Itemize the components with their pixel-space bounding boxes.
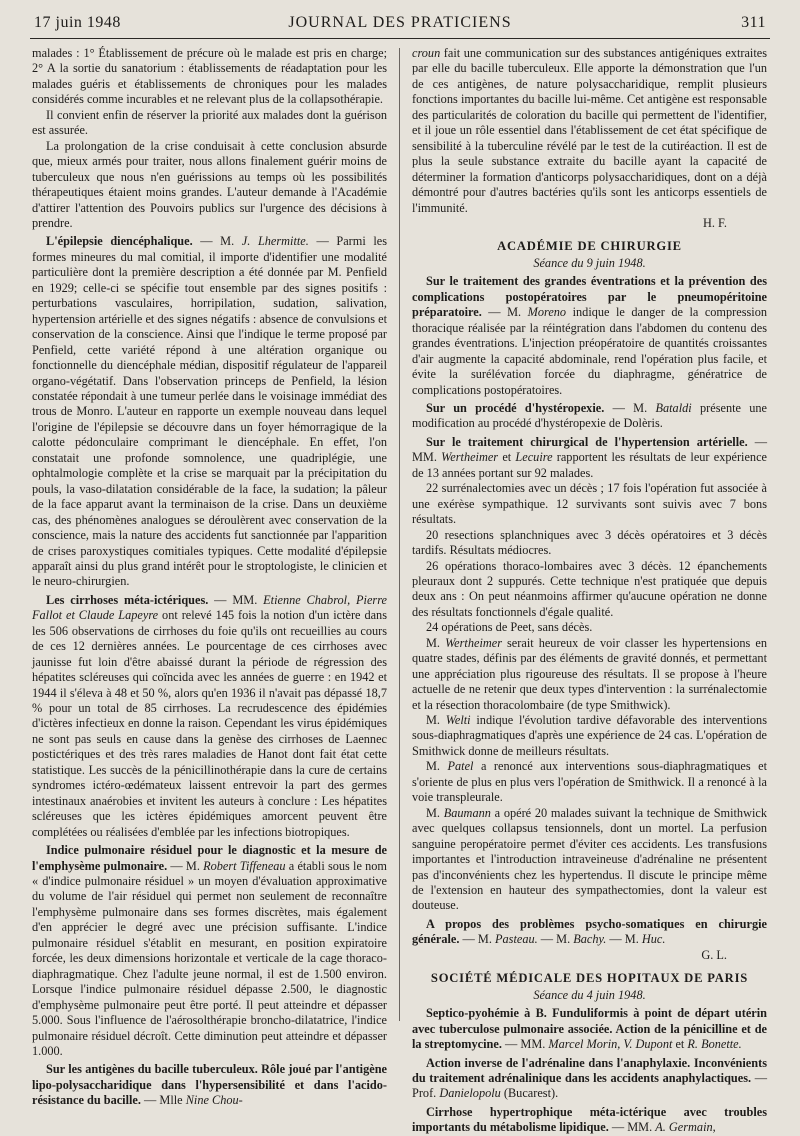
paragraph [412,759,767,805]
page-number: 311 [741,14,766,31]
article-author: Baumann [443,805,491,820]
author-prefix: — Prof. [412,1071,767,1101]
article-indice [32,843,387,1059]
article-body: serait heureux de voir classer les hypertensions en quatre stades, définis par des éléments de gravité donnés, et permettant une appréciation plus rigoureuse des résultats. Il se propose à l'heure actuelle de ne retenir que deux types d'intervention : la surrénalectomie et la résection thoracolombaire (de type Smithwick). [412,635,767,712]
signature: G. L. [701,947,727,962]
paragraph [412,636,767,713]
article-title: L'épilepsie diencéphalique. [46,234,193,249]
author-prefix: M. [426,759,448,774]
article-title: Les cirrhoses méta-ictériques. [46,592,209,607]
article-author: Danielopolu [439,1086,501,1101]
author-prefix: — M. [192,234,242,249]
author-prefix: — Mlle [140,1093,186,1108]
paragraph: Il convient enfin de réserver la priorité aux malades dont la guérison est assurée. [32,107,387,138]
article-author: Bataldi [655,400,692,415]
article-author: Lecuire [515,450,553,465]
session-date: Séance du 4 juin 1948. [533,987,646,1002]
conjunction: et [498,450,516,465]
article-cirrhoses [32,593,387,840]
signature: H. F. [703,215,727,230]
article-author: Wertheimer [445,635,502,650]
conjunction: et [672,1037,688,1052]
article-title: Sur les antigènes du bacille tuberculeux. Rôle joué par l'antigène lipo-polysaccharidique dans l'hypersensibilité et dans l'acido-résistance du bacille. [32,1062,387,1108]
left-column [32,46,387,1109]
article-septico [412,1006,767,1052]
article-title: Septico-pyohémie à B. Funduliformis à point de départ utérin avec tuberculose pulmonaire associée. Action de la pénicilline et de la streptomycine. [412,1006,767,1052]
article-title: A propos des problèmes psycho-somatiques en chirurgie générale. [412,916,767,947]
article-body: présente une modification au procédé d'hystéropexie de Dolèris. [412,400,768,431]
article-author: Pasteau. [495,932,538,947]
article-author: A. Germain, [655,1120,716,1135]
article-body: indique l'évolution tardive défavorable des interventions sous-diaphragmatiques d'après une expérience de 24 cas. L'opération de Smithwick donne de meilleurs résultats. [412,713,767,758]
paragraph: 22 surrénalectomies avec un décès ; 17 fois l'opération fut associée à une exérèse sympathique. 12 survivants sont suivis avec 7 bons résultats. [412,481,767,527]
column-divider [399,48,400,1021]
article-title: Sur un procédé d'hystéropexie. [426,400,605,415]
author-prefix: M. [426,805,444,820]
author-prefix: — M. [604,400,656,415]
paragraph [412,713,767,759]
journal-title: JOURNAL DES PRATICIENS [288,14,512,31]
paragraph: 20 resections splanchniques avec 3 décès opératoires et 3 décès tardifs. Résultats médiocres. [412,527,767,558]
article-title: Action inverse de l'adrénaline dans l'anaphylaxie. Inconvénients du traitement adrénalinique dans les accidents anaphylactiques. [412,1055,767,1085]
article-author: Etienne Chabrol, Pierre Fallot et Claude Lapeyre [32,592,387,623]
header-rule [30,38,770,39]
article-psychosomatiques [412,917,767,948]
article-author: croun [412,46,441,60]
article-antigenes [32,1062,387,1108]
right-column [412,46,767,1136]
article-author: Robert Tiffeneau [203,858,286,873]
article-body: — Parmi les formes mineures du mal comitial, il importe d'identifier une modalité particulière dont la première description a été donnée par M. Penfield en 1929; celle-ci se spécifie tout ensemble par des signes positifs : perturbations vasculaires, horripilation, sudation, salivation, hypertension artérielle et des signes négatifs : absence de convulsions et conservation de la conscience. Ainsi que l'indique le terme proposé par Penfield, cette variété répond à une altération organique ou fonctionnelle du diencéphale médian, dispositif régulateur de l'appareil organo-végétatif. Dans l'observation princeps de Penfield, la lésion constatée répondait à une tumeur perlée dans le voisinage immédiat des trous de Monro. L'auteur en rapporte un exemple nouveau dans lequel l'origine de l'épilepsie se découvre dans un foyer hémorragique de la calotte pédonculaire comprimant le diencéphale. En effet, l'on constatait une profonde somnolence, une quadriplégie, une ophtalmologie complète et la crise se marquait par la précipitation du pouls, la vaso-dilatation considérable de la face, la sudation; la pâleur de la face apparut avant la terminaison de la crise. Dans un deuxième cas, des phénomènes analogues se déroulèrent avec conservation de la conscience, mais la nature des accidents fut sanctionnée par l'apparition de crises paroxystiques comitiales typiques. Cette modalité d'épilepsie apparaît ainsi du plus grand intérêt pour le stroptologiste, le clinicien et le neuro-chirurgien. [32,234,388,589]
article-eventrations [412,274,767,398]
article-author: Bachy. [573,932,607,947]
article-antigenes-cont [412,46,767,216]
author-prefix: — MM. [501,1037,549,1052]
article-author: Moreno [527,305,567,320]
article-hypertension [412,435,767,481]
author-prefix: — M. [167,858,204,873]
article-adrenaline [412,1056,767,1102]
article-author: Huc. [641,932,666,947]
article-author: J. Lhermitte. [241,234,309,249]
author-prefix: M. [426,713,446,728]
article-body: rapportent les résultats de leur expérience de 13 années portant sur 92 malades. [412,450,767,480]
paragraph: malades : 1° Établissement de précure où le malade est pris en charge; 2° A la sortie du sanatorium : établissements de réadaptation pour les malades guéris et établissements de chroniques pour les malades considérés comme incurables et ne relevant plus de la collapsothérapie. [32,46,387,107]
author-prefix: — M. [459,932,495,947]
article-body: a renoncé aux interventions sous-diaphragmatiques et s'oriente de plus en plus vers l'opération de Smithwick. Il a renoncé à la voie transpleurale. [412,759,767,805]
article-body: ont relevé 145 fois la notion d'un ictère dans les 506 observations de cirrhoses du foie qu'ils ont recueillies au cours de ces 12 dernières années. Le pourcentage de ces cirrhoses avec jaunisse fut loin d'être abaissé durant la période de régression des hépatites scléreuses qui coïncida avec les années de guerre : en 1942 et 1944 il s'éleva à 48 et 50 %, alors qu'en 1936 il n'avait pas dépassé 18,7 % pour un total de 85 cirrhoses. La recrudescence des épidémies d'ictères infectieux en donne la raison. Cependant les virus épidémiques ne sont pas seuls en cause dans la genèse des cirrhoses de Laennec postictériques et des très rares maladies de Hanot dont fait état cette statistique. Les succès de la pénicillinothérapie dans la cure de certains syndromes ictéro-œdémateux laissent entrevoir la part des germes intestinaux anaérobies et invitent les auteurs à conclure : Les hépatites scléreuses que les ictères épidémiques amorcent peuvent être complétées ou réalisées d'emblée par les infections biotropiques. [32,608,387,839]
author-prefix: — MM. [208,592,264,607]
paragraph [412,806,767,914]
article-title: Sur le traitement des grandes éventrations et la prévention des complications postopératoires par le pneumopéritoine préparatoire. [412,274,767,320]
article-author: Wertheimer [441,450,499,465]
article-title: Sur le traitement chirurgical de l'hypertension artérielle. [426,434,748,449]
article-title: Indice pulmonaire résiduel pour le diagnostic et la mesure de l'emphysème pulmonaire. [32,843,387,873]
author-prefix: — MM. [412,434,768,465]
section-title-academie: ACADÉMIE DE CHIRURGIE [497,239,682,254]
article-author: R. Bonette. [687,1037,742,1052]
article-author: Marcel Morin, V. Dupont [548,1037,673,1052]
running-header [34,14,766,36]
session-date: Séance du 9 juin 1948. [533,255,646,270]
article-author: Patel [447,759,474,774]
article-epilepsie [32,234,387,589]
article-author: Nine Chou- [185,1093,243,1108]
author-prefix: M. [426,635,446,650]
author-affiliation: (Bucarest). [500,1086,559,1101]
article-body: a opéré 20 malades suivant la technique de Smithwick avec quelques collapsus tensionnels, dont un mortel. La perfusion sanguine peropératoire permet d'éviter ces accidents. Les transfusions importantes et l'introduction intraveineuse d'adrénaline ne présentent pas d'inconvénients chez les hypertendus. Il discute le principe même de l'extension en hauteur des sympathectomies, dont la valeur est douteuse. [412,805,767,913]
article-title: Cirrhose hypertrophique méta-ictérique avec troubles importants du métabolisme lipidique. [412,1104,767,1135]
article-body: fait une communication sur des substances antigéniques extraites par elle du bacille tuberculeux. Elle apporte la démonstration que l'un de ces antigènes, de nature polysaccharidique, remplit plusieurs fonctions importantes du bacille lui-même. Cet antigène est responsable des particularités de coloration du bacille qui permettent de l'identifier, et il joue un rôle essentiel dans l'établissement de cet état spécifique de sensibilité à la tuberculine révélé par le test de la cutiréaction. Il est de plus la seule substance extraite du bacille ayant la capacité de déterminer la formation d'anticorps polysaccharidiques, dont on a déjà démontré pour d'autres bactéries qu'ils sont les anticorps essentiels de l'immunité. [412,46,767,215]
article-cirrhose-hypertrophique [412,1105,767,1136]
article-body: a établi sous le nom « d'indice pulmonaire résiduel » un moyen d'évaluation approximative du volume de l'air résiduel qui permet non seulement de reconnaître l'emphysème pulmonaire dans ses formes discrètes, mais également d'en apprécier le degré avec une précision suffisante. L'indice pulmonaire résiduel s'établit en mesurant, en position expiratoire forcée, les deux dimensions horizontale et verticale de la cage thoraco-diaphragmatique. Chez l'adulte jeune normal, il est de 1.500 environ. Lorsque l'indice pulmonaire résiduel dépasse 2.500, le diagnostic d'emphysème pulmonaire peut être porté. Il peut atteindre et dépasser 5.000. Sous l'influence de l'aérosolthérapie broncho-dilatatrice, l'indice pulmonaire résiduel décroît. Cette diminution peut atteindre et dépasser 1.000. [32,858,387,1058]
paragraph: 26 opérations thoraco-lombaires avec 3 décès. 12 épanchements pleuraux dont 2 suppurés. Cette technique n'est pratiquée que depuis deux ans : On peut néanmoins affirmer qu'aucune opération ne donne des résultats fonctionnels d'égale qualité. [412,558,767,619]
paragraph: 24 opérations de Peet, sans décès. [426,620,593,635]
author-prefix: — M. [606,932,642,947]
author-prefix: — MM. [608,1120,656,1135]
paragraph: La prolongation de la crise conduisait à cette conclusion absurde que, mieux armés pour traiter, nous allons finalement guérir moins de tuberculeux que nous n'en guérissions au temps où les possibilités thérapeutiques étaient moins grandes. L'auteur demande à l'Académie d'attirer l'attention des Pouvoirs publics sur l'urgence des décisions à prendre. [32,138,387,230]
article-hysteropexie [412,401,767,432]
header-date: 17 juin 1948 [34,14,121,31]
author-prefix: — M. [481,305,528,320]
article-author: Welti [445,713,471,728]
article-body: indique le danger de la compression thoracique réalisée par la réintégration dans l'abdomen du contenu des grandes éventrations. L'injection préopératoire de quantités croissantes d'air augmente la capacité abdominale, rend l'opération plus facile, et évite la surélévation forcée du diaphragme, génératrice de complications postopératoires. [412,305,767,397]
author-prefix: — M. [537,932,574,947]
section-title-societe: SOCIÉTÉ MÉDICALE DES HOPITAUX DE PARIS [430,971,749,986]
